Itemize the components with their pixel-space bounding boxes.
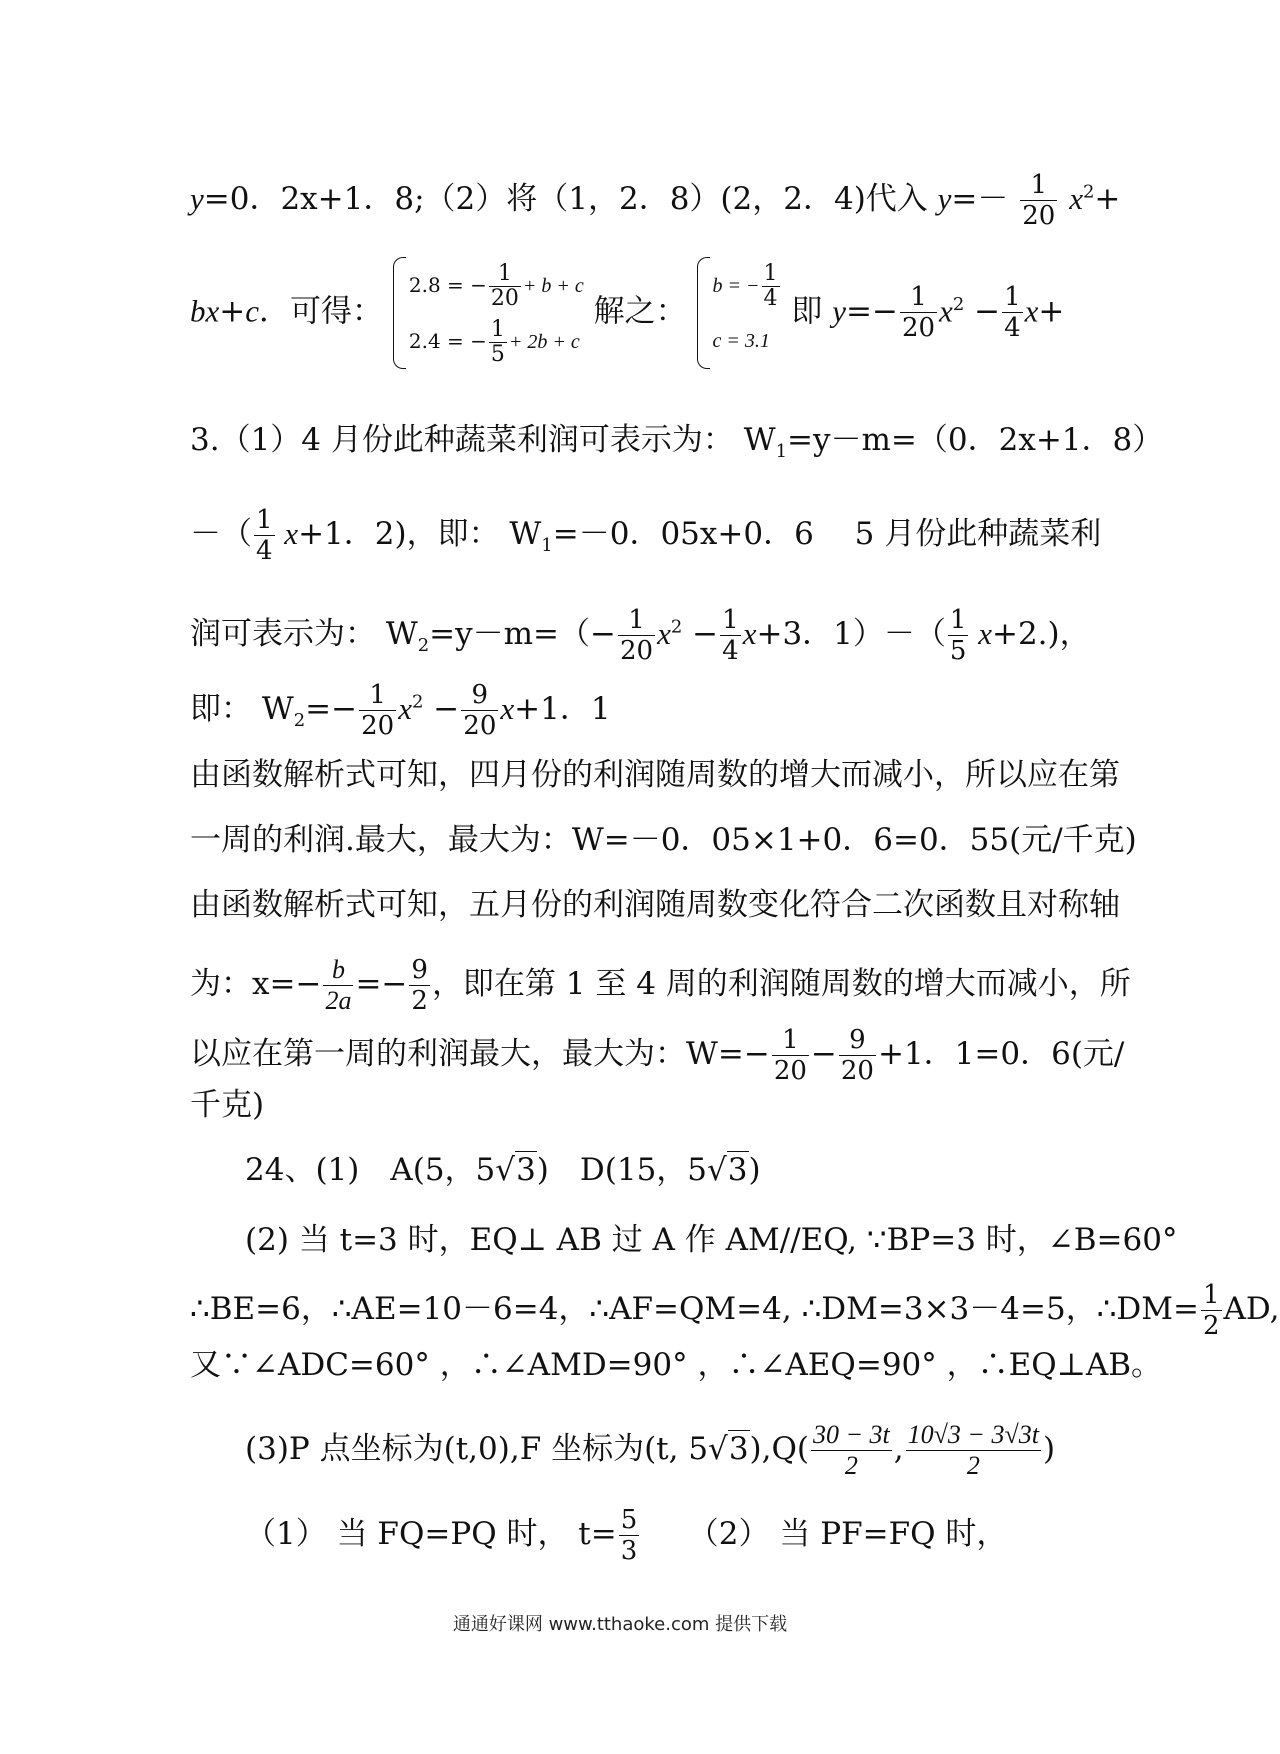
- text-line-12: [190, 1085, 1070, 1125]
- page-footer: 通通好课网 www.tthaoke.com 提供下载: [452, 1614, 788, 1635]
- equation-system: [393, 257, 584, 369]
- numerator: 1: [1203, 1280, 1220, 1310]
- text: y: [937, 181, 952, 216]
- denominator: 20: [490, 285, 519, 311]
- denominator: 5: [949, 636, 967, 666]
- text-line-6: [190, 680, 1070, 741]
- text: 由函数解析式可知，五月份的利润随周数变化符合二次函数且对称轴: [190, 887, 1120, 923]
- text-line-17: [245, 1420, 1125, 1481]
- text: y: [832, 293, 846, 329]
- exponent: 2: [1082, 181, 1095, 203]
- text: +: [1038, 293, 1065, 330]
- subscript: 2: [417, 635, 430, 657]
- text: c: [245, 293, 260, 329]
- text: +: [219, 293, 246, 330]
- text: +1．1: [514, 691, 611, 727]
- fraction: [489, 318, 507, 367]
- numerator: 5: [620, 1505, 638, 1535]
- text: =－0．05x+0．6 5 月份此种蔬菜利: [552, 516, 1102, 552]
- text: x: [276, 516, 299, 551]
- fraction: [1201, 1280, 1222, 1341]
- text: 为：x=−: [190, 966, 322, 1002]
- denominator: 2a: [325, 986, 352, 1015]
- radicand: 3: [516, 1152, 536, 1188]
- subscript: 1: [775, 441, 788, 463]
- sqrt-sign: √: [708, 1431, 728, 1467]
- numerator: 1: [949, 605, 967, 635]
- numerator: 1: [1004, 282, 1021, 313]
- radicand: 3: [728, 1431, 749, 1467]
- numerator: 30 − 3t: [813, 1420, 890, 1449]
- text-line-13: [245, 1150, 1125, 1190]
- text: 即: [791, 293, 833, 330]
- fraction: [900, 282, 937, 343]
- numerator: 9: [461, 680, 498, 711]
- text: +2.)，: [991, 616, 1091, 652]
- fraction: [762, 262, 780, 311]
- text: +: [1094, 181, 1121, 217]
- text: AD,: [1223, 1291, 1280, 1327]
- denominator: 4: [722, 636, 739, 666]
- numerator: 9: [411, 955, 428, 985]
- text: 千克): [190, 1087, 265, 1123]
- denominator: 4: [763, 285, 778, 311]
- text: x: [398, 691, 412, 726]
- radicand: 3: [727, 1152, 748, 1188]
- numerator: 1: [490, 316, 505, 342]
- denominator: 2: [966, 1451, 980, 1480]
- text-line-3: [190, 420, 1164, 472]
- left-brace-icon: [393, 257, 406, 369]
- numerator: 1: [489, 262, 521, 287]
- text: ∴BE=6，∴AE=10－6=4，∴AF=QM=4, ∴DM=3×3－4=5，∴DM=: [190, 1291, 1199, 1327]
- text: （1） 当 FQ=PQ 时， t=: [245, 1516, 617, 1552]
- fraction: [359, 680, 396, 741]
- text-line-18: [245, 1505, 1125, 1566]
- text: =−: [846, 293, 898, 330]
- fraction: [618, 605, 655, 666]
- numerator: 1: [359, 680, 396, 711]
- numerator: 1: [1020, 170, 1057, 201]
- text: ): [1042, 1431, 1056, 1467]
- denominator: 20: [463, 711, 497, 741]
- text: bx: [190, 293, 220, 329]
- text-line-9: [190, 885, 1120, 925]
- text: −: [810, 1036, 837, 1072]
- text: ),Q(: [749, 1431, 810, 1467]
- text: 以应在第一周的利润最大，最大为：W=−: [190, 1036, 770, 1072]
- text: +1．2)，即： W: [298, 516, 542, 552]
- text: x: [1024, 293, 1039, 329]
- text: −: [682, 616, 719, 652]
- text: +1．1=0．6(元/: [877, 1036, 1125, 1072]
- subscript: 1: [541, 535, 553, 557]
- fraction: [772, 1025, 809, 1086]
- text: 24、(1) A(5，5: [245, 1152, 496, 1188]
- text: x: [1069, 181, 1083, 216]
- exponent: 2: [670, 616, 683, 638]
- text: 润可表示为： W: [190, 616, 418, 652]
- equation-system: [697, 257, 782, 369]
- text: 2.4 = −: [408, 328, 487, 353]
- left-brace-icon: [697, 257, 710, 369]
- denominator: 20: [361, 711, 395, 741]
- fraction: [948, 605, 969, 666]
- text: +3．1）－（: [756, 616, 946, 652]
- text: 2.8 = −: [408, 272, 487, 297]
- fraction: [461, 680, 498, 741]
- equation-row: c = 3.1: [712, 329, 770, 352]
- text: =y－m=（−: [429, 616, 617, 652]
- denominator: 20: [620, 636, 654, 666]
- text: =0．2x+1．8;（2）将（1，2．8）(2，2．4)代入: [203, 181, 938, 217]
- text: 由函数解析式可知，四月份的利润随周数的增大而减小，所以应在第: [190, 757, 1120, 793]
- text-line-15: [190, 1280, 1280, 1341]
- text: x: [939, 293, 953, 329]
- text-line-4: [190, 505, 1102, 566]
- exponent: 2: [952, 294, 965, 315]
- text-line-16: [190, 1345, 1162, 1385]
- numerator: 9: [839, 1025, 876, 1056]
- denominator: 2: [411, 986, 428, 1016]
- denominator: 4: [1004, 313, 1021, 344]
- text: 3.（1）4 月份此种蔬菜利润可表示为： W: [190, 422, 776, 458]
- denominator: 4: [256, 536, 273, 566]
- denominator: 2: [844, 1451, 858, 1480]
- text: −: [423, 691, 460, 727]
- denominator: 3: [620, 1536, 638, 1566]
- equation-row: [409, 257, 584, 313]
- text-line-5: [190, 605, 1091, 666]
- text: =−: [355, 966, 408, 1002]
- fraction: [811, 1420, 892, 1481]
- fraction: [619, 1505, 640, 1566]
- text-line-7: [190, 755, 1120, 795]
- exponent: 2: [411, 691, 424, 713]
- sqrt-sign: √: [495, 1152, 516, 1188]
- text: ,: [893, 1431, 904, 1467]
- text-line-1: [190, 170, 1121, 231]
- numerator: 1: [256, 505, 273, 535]
- text: + 2b + c: [508, 330, 580, 353]
- fraction: [323, 955, 353, 1016]
- text-line-8: [190, 820, 1137, 860]
- text: x: [500, 691, 515, 726]
- fraction: [906, 1420, 1041, 1481]
- numerator: b: [323, 955, 353, 986]
- text: =－: [951, 181, 1019, 217]
- text: 又∵∠ADC=60° ，∴∠AMD=90° ，∴∠AEQ=90° ，∴EQ⊥AB。: [190, 1347, 1162, 1383]
- text: ，即在第 1 至 4 周的利润随周数的增大而减小，所: [431, 966, 1131, 1002]
- text: (3)P 点坐标为(t,0),F 坐标为(t, 5: [245, 1431, 709, 1467]
- fraction: [1002, 282, 1023, 343]
- numerator: 1: [763, 260, 778, 286]
- text: −: [964, 293, 1001, 330]
- denominator: 5: [490, 341, 505, 367]
- subscript: 2: [293, 710, 306, 732]
- text-line-10: [190, 955, 1131, 1016]
- denominator: 20: [1022, 201, 1056, 231]
- fraction: [720, 605, 741, 666]
- text: －（: [190, 516, 252, 552]
- text: =−: [305, 691, 358, 727]
- text: ): [748, 1152, 761, 1188]
- text: y: [190, 181, 204, 216]
- numerator: 1: [722, 605, 739, 635]
- text: =y－m=（0．2x+1．8）: [787, 422, 1164, 458]
- denominator: 20: [773, 1056, 807, 1086]
- text: x: [657, 616, 671, 651]
- denominator: 20: [901, 313, 936, 344]
- text: (2) 当 t=3 时，EQ⊥ AB 过 A 作 AM//EQ, ∵BP=3 时，∠B=60°: [245, 1222, 1178, 1258]
- text: 解之：: [593, 293, 687, 330]
- text: x: [970, 616, 992, 651]
- text: 一周的利润.最大，最大为：W=－0．05×1+0．6=0．55(元/千克): [190, 822, 1137, 858]
- text: 即： W: [190, 691, 294, 727]
- numerator: 1: [900, 282, 937, 313]
- denominator: 20: [840, 1056, 874, 1086]
- equation-row: [409, 313, 584, 369]
- text: b = −: [712, 274, 760, 297]
- text-line-11: [190, 1025, 1125, 1086]
- numerator: 1: [618, 605, 655, 636]
- text: ) D(15，5: [536, 1152, 708, 1188]
- fraction: [839, 1025, 876, 1086]
- denominator: 2: [1203, 1311, 1220, 1341]
- fraction: [489, 262, 521, 311]
- sqrt-sign: √: [707, 1152, 727, 1188]
- fraction: [1020, 170, 1057, 231]
- text-line-2: [190, 250, 1070, 367]
- text-line-14: [245, 1220, 1178, 1260]
- fraction: [254, 505, 275, 566]
- numerator: 10√3 − 3√3t: [907, 1420, 1039, 1449]
- equation-row: [713, 257, 782, 313]
- text: x: [742, 616, 757, 651]
- text: + b + c: [522, 274, 584, 297]
- text: （2） 当 PF=FQ 时，: [641, 1516, 1008, 1552]
- numerator: 1: [772, 1025, 809, 1056]
- fraction: [409, 955, 430, 1016]
- text: ．可得：: [259, 293, 384, 330]
